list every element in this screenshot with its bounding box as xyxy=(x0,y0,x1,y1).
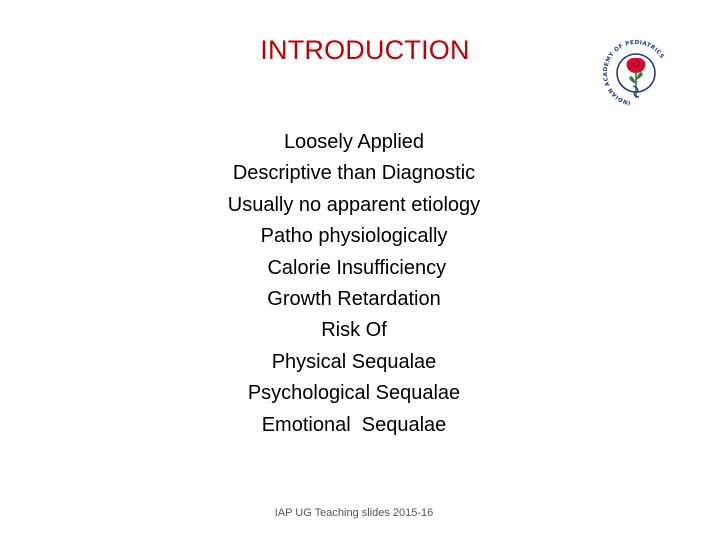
body-text-list xyxy=(0,127,708,441)
logo-ring-text: INDIAN ACADEMY OF PEDIATRICS xyxy=(602,39,665,106)
iap-logo xyxy=(598,28,674,118)
body-line: Descriptive than Diagnostic xyxy=(232,162,476,185)
slide-footer: IAP UG Teaching slides 2015-16 xyxy=(274,507,434,519)
body-line: Physical Sequalae xyxy=(271,350,437,373)
logo-leaf-left xyxy=(629,76,636,84)
body-line: Patho physiologically xyxy=(260,225,448,248)
body-line: Calorie Insufficiency xyxy=(261,256,447,279)
body-line: Loosely Applied xyxy=(283,131,425,153)
body-line: Growth Retardation xyxy=(267,288,441,311)
logo-leaf-right xyxy=(636,72,643,80)
body-line: Risk Of xyxy=(321,319,387,342)
body-line: Usually no apparent etiology xyxy=(227,193,481,216)
body-line: Emotional Sequalae xyxy=(261,413,447,436)
slide-title: INTRODUCTION xyxy=(260,35,470,65)
body-line: Psychological Sequalae xyxy=(247,382,461,405)
